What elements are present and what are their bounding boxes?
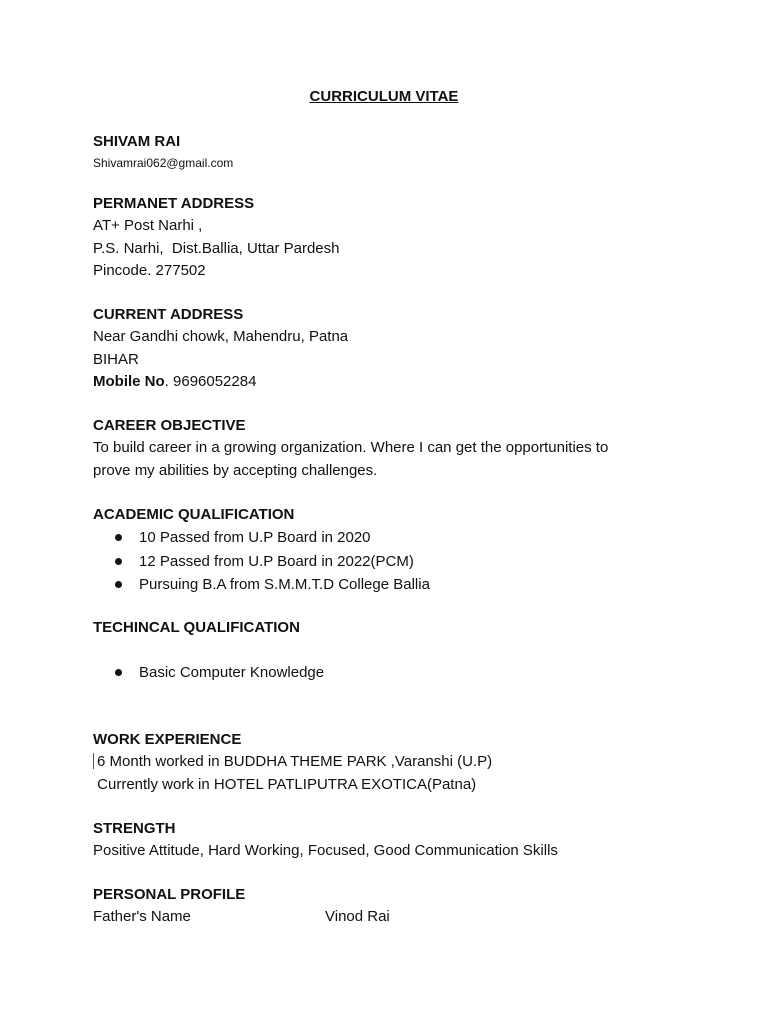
candidate-name: SHIVAM RAI (93, 133, 181, 150)
work-experience-heading: WORK EXPERIENCE (93, 731, 242, 748)
work-experience-line (93, 751, 693, 773)
academic-heading: ACADEMIC QUALIFICATION (93, 506, 295, 523)
bullet-icon (115, 669, 122, 676)
list-item (93, 573, 693, 597)
career-objective-heading: CAREER OBJECTIVE (93, 417, 246, 434)
permanent-address-line: P.S. Narhi, Dist.Ballia, Uttar Pardesh (93, 239, 340, 257)
permanent-address-line: Pincode. 277502 (93, 261, 206, 279)
technical-heading: TECHINCAL QUALIFICATION (93, 619, 300, 636)
permanent-address-section (93, 193, 693, 282)
document-title: CURRICULUM VITAE (309, 88, 459, 105)
list-item (93, 661, 693, 685)
bullet-icon (115, 534, 122, 541)
bullet-icon (115, 558, 122, 565)
academic-item-text: Pursuing B.A from S.M.M.T.D College Ballia (139, 576, 430, 594)
strength-text: Positive Attitude, Hard Working, Focused, Good Communication Skills (93, 842, 558, 860)
text-cursor-icon (93, 753, 94, 769)
current-address-heading: CURRENT ADDRESS (93, 306, 244, 323)
work-experience-line: Currently work in HOTEL PATLIPUTRA EXOTICA(Patna) (93, 775, 477, 793)
strength-section (93, 818, 693, 863)
fathers-name-row (93, 906, 693, 928)
strength-heading: STRENGTH (93, 820, 176, 837)
current-address-section (93, 304, 693, 393)
fathers-name-value: Vinod Rai (325, 908, 390, 926)
work-experience-section (93, 729, 693, 796)
permanent-address-heading: PERMANET ADDRESS (93, 195, 255, 212)
career-objective-text: prove my abilities by accepting challenges. (93, 461, 378, 479)
list-item (93, 550, 693, 574)
technical-item-text: Basic Computer Knowledge (139, 664, 325, 682)
current-address-line: BIHAR (93, 350, 139, 368)
mobile-number-line (93, 371, 693, 393)
academic-section (93, 504, 693, 597)
academic-item-text: 10 Passed from U.P Board in 2020 (139, 529, 371, 547)
career-objective-section (93, 415, 693, 482)
current-address-line: Near Gandhi chowk, Mahendru, Patna (93, 328, 349, 346)
personal-profile-section (93, 884, 693, 928)
permanent-address-line: AT+ Post Narhi , (93, 217, 203, 235)
career-objective-text: To build career in a growing organization. Where I can get the opportunities to (93, 439, 609, 457)
fathers-name-label: Father's Name (93, 908, 191, 926)
mobile-label: Mobile No (93, 372, 165, 390)
bullet-icon (115, 581, 122, 588)
academic-item-text: 12 Passed from U.P Board in 2022(PCM) (139, 552, 414, 570)
email-address: Shivamrai062@gmail.com (93, 156, 234, 171)
technical-section (93, 617, 693, 685)
personal-profile-heading: PERSONAL PROFILE (93, 886, 246, 903)
mobile-value: . 9696052284 (164, 372, 257, 390)
technical-list (93, 661, 693, 685)
name-section (93, 131, 693, 172)
work-experience-text: 6 Month worked in BUDDHA THEME PARK ,Varanshi (U.P) (97, 753, 493, 771)
academic-list (93, 526, 693, 597)
list-item (93, 526, 693, 550)
